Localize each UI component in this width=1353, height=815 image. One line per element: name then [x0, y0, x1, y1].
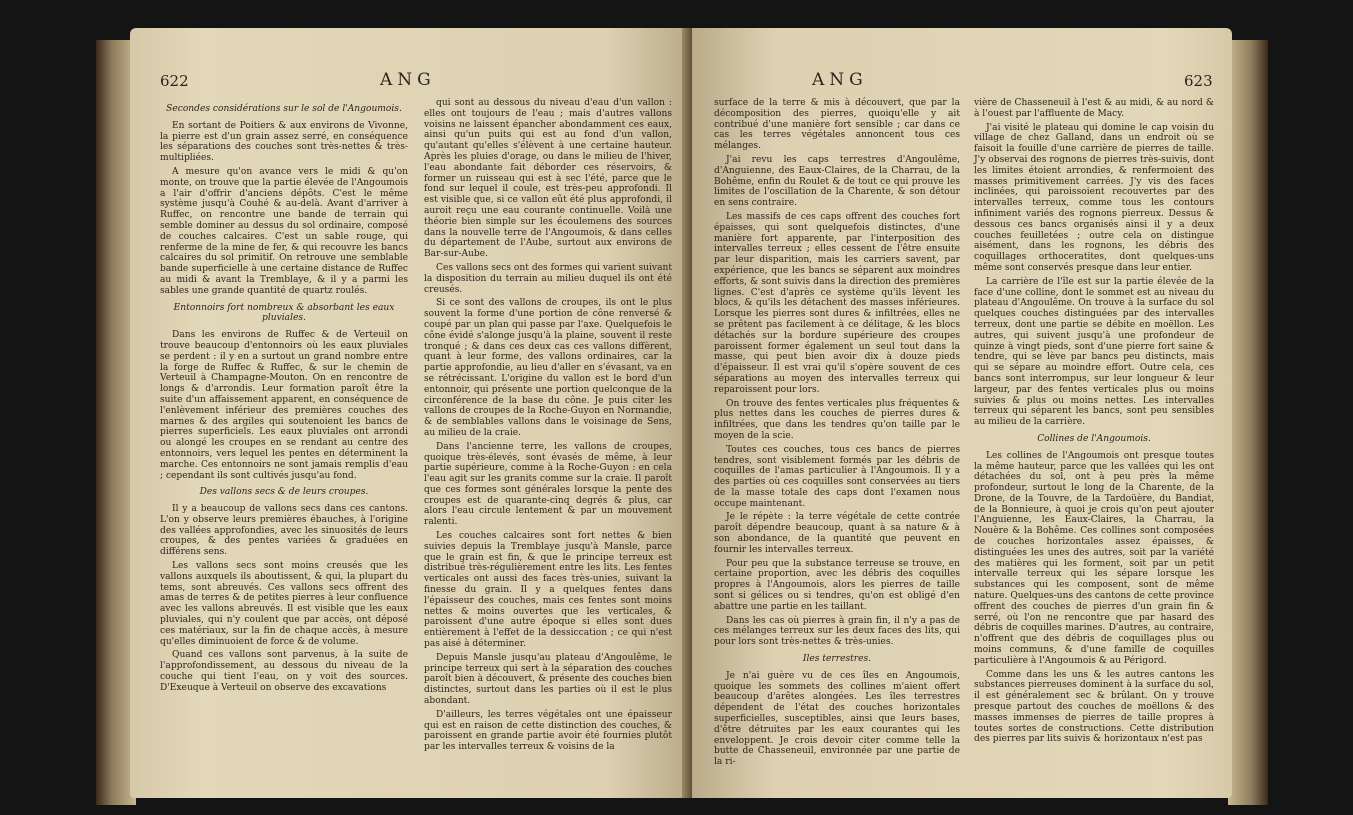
- paragraph: vière de Chasseneuil à l'est & au midi, & au nord & à l'ouest par l'affluente de Macy.: [974, 98, 1214, 119]
- running-head-right: ANG: [812, 70, 868, 90]
- left-page: [130, 28, 690, 798]
- paragraph: Je n'ai guère vu de ces îles en Angoumois, quoique les sommets des collines m'aient offert beaucoup d'arêtes alongées. Les îles terrestres dépendent de l'état des couches horizontales superficielles, susceptibles, ainsi que leurs bases, d'être détruites par les eaux courantes qui les enveloppent. Je crois devoir citer comme telle la butte de Chasseneuil, environnée par une partie de la ri-: [714, 670, 960, 768]
- paragraph: Dans l'ancienne terre, les vallons de croupes, quoique très-élevés, sont évasés de même, à leur partie supérieure, comme à la Roche-Guyon : en cela l'eau agit sur les granits comme sur la craie. Il paroît que ces formes sont générales lorsque la pente des croupes est de quarante-cinq degrés & plus, car alors l'eau circule lentement & par un mouvement ralenti.: [424, 441, 672, 528]
- paragraph: Toutes ces couches, tous ces bancs de pierres tendres, sont visiblement formés par les débris de coquilles de l'amas particulier à l'Angoumois. Il y a des parties où ces coquilles sont conservées au tiers de la masse totale des caps dont l'examen nous occupe maintenant.: [714, 444, 960, 509]
- paragraph: La carrière de l'île est sur la partie élevée de la face d'une colline, dont le sommet est au niveau du plateau d'Angoulême. On trouve à la surface du sol quelques couches distinguées par des intervalles terreux, dont une partie se débite en moëllon. Les autres, qui suivent jusqu'à une profondeur de quinze à vingt pieds, sont d'une pierre fort saine & tendre, qui se lève par bancs peu distincts, mais qui se sépare au moindre effort. Outre cela, ces bancs sont interrompus, sur leur longueur & leur largeur, par des fentes verticales plus ou moins suivies & plus ou moins nettes. Les intervalles terreux qui séparent les bancs, sont peu sensibles au milieu de la carrière.: [974, 276, 1214, 428]
- paragraph: Les massifs de ces caps offrent des couches fort épaisses, qui sont quelquefois distinctes, d'une manière fort apparente, par l'interposition des intervalles terreux ; elles cessent de l'être ensuite par leur disparition, mais les carriers savent, par expérience, que les bancs se séparent aux moindres efforts, & sont suivis dans la direction des premières lignes. C'est d'après ce système qu'ils lèvent les blocs, & qu'ils les détachent des masses inférieures. Lorsque les pierres sont dures & infiltrées, elles ne se prêtent pas facilement à ce délitage, & les blocs détachés sur la bordure supérieure des croupes paroissent former également un seul tout dans la masse, qui peut bien avoir dix à douze pieds d'épaisseur. Il est vrai qu'il s'opère souvent de ces séparations au moyen des intervalles terreux qui reparoissent pour lors.: [714, 211, 960, 395]
- section-heading: Secondes considérations sur le sol de l'Angoumois.: [166, 104, 402, 114]
- paragraph: surface de la terre & mis à découvert, que par la décomposition des pierres, quoiqu'elle y ait contribué d'une manière fort sensible ; car dans ce cas les terres végétales annoncent tous ces mélanges.: [714, 98, 960, 152]
- paragraph: Les collines de l'Angoumois ont presque toutes la même hauteur, parce que les vallées qui les ont détachées du sol, ont à peu près la même profondeur, surtout le long de la Charente, de la Drone, de la Touvre, de la Tardoüère, du Bandiat, de la Bonnieure, à quoi je crois qu'on peut ajouter l'Anguienne, les Eaux-Claires, la Charrau, la Nouère & la Bohême. Ces collines sont composées de couches horizontales assez épaisses, & distinguées les unes des autres, soit par la variété des matières qui les forment, soit par un petit intervalle terreux qui les sépare lorsque les substances qui les composent, sont de même nature. Quelques-uns des cantons de cette province offrent des couches de pierres d'un grain fin & serré, où l'on ne rencontre que par hasard des débris de coquilles marines. D'autres, au contraire, n'offrent que des débris de coquillages plus ou moins communs, & d'une famille de coquilles particulière à l'Angoumois & au Périgord.: [974, 450, 1214, 666]
- paragraph: Dans les environs de Ruffec & de Verteuil on trouve beaucoup d'entonnoirs où les eaux pluviales se perdent : il y en a surtout un grand nombre entre la forge de Ruffec & Ruffec, & sur le chemin de Verteuil à Champagne-Mouton. On en rencontre de longs & d'arrondis. Leur formation paroît être la suite d'un affaissement apparent, en conséquence de l'enlèvement inférieur des premières couches des marnes & des argiles qui soutenoient les bancs de pierres superficiels. Les eaux pluviales ont arrondi ou alongé les croupes en se rendant au centre des entonnoirs, vers lequel les pentes en déterminent la marche. Ces entonnoirs ne sont jamais remplis d'eau ; cependant ils sont cultivés jusqu'au fond.: [160, 330, 408, 481]
- running-head-left: ANG: [380, 70, 436, 90]
- paragraph: On trouve des fentes verticales plus fréquentes & plus nettes dans les couches de pierres dures & infiltrées, que dans les tendres qu'on taille par le moyen de la scie.: [714, 398, 960, 441]
- right-page-edges: [1228, 40, 1268, 805]
- section-heading: Entonnoirs fort nombreux & absorbant les eaux pluviales.: [173, 302, 395, 324]
- paragraph: Comme dans les uns & les autres cantons les substances pierreuses dominent à la surface du sol, il est généralement sec & brûlant. On y trouve presque partout des couches de moëllons & des masses immenses de pierres de taille propres à toutes sortes de constructions. Cette distribution des pierres par lits suivis & horizontaux n'est pas: [974, 669, 1214, 745]
- paragraph: Je le répète : la terre végétale de cette contrée paroît dépendre beaucoup, quant à sa nature & à son abondance, de la quantité que peuvent en fournir les intervalles terreux.: [714, 512, 960, 555]
- paragraph: Il y a beaucoup de vallons secs dans ces cantons. L'on y observe leurs premières ébauches, à l'origine des vallées approfondies, avec les sinuosités de leurs croupes, & des pentes variées & graduées en différens sens.: [160, 504, 408, 558]
- page-number-left: 622: [160, 72, 189, 90]
- left-column-1: [160, 98, 408, 697]
- paragraph: Pour peu que la substance terreuse se trouve, en certaine proportion, avec les débris des coquilles propres à l'Angoumois, alors les pierres de taille sont si gélices ou si tendres, qu'on est obligé d'en abattre une partie en les taillant.: [714, 558, 960, 612]
- paragraph: Dans les cas où pierres à grain fin, il n'y a pas de ces mélanges terreux sur les deux faces des lits, qui pour lors sont très-nettes & très-unies.: [714, 615, 960, 648]
- open-book: [96, 12, 1268, 805]
- paragraph: A mesure qu'on avance vers le midi & qu'on monte, on trouve que la partie élevée de l'Angoumois a l'air d'offrir d'anciens dépôts. C'est le même système jusqu'à Couhé & au-delà. Avant d'arriver à Ruffec, on rencontre une bande de terrain qui semble dominer au dessus du sol ordinaire, composé de couches calcaires. C'est un sable rouge, qui renferme de la mine de fer, & qui recouvre les bancs calcaires du sol primitif. On retrouve une semblable bande superficielle à une certaine distance de Ruffec au midi & avant la Tremblaye, & il y a parmi les sables une grande quantité de quartz roulés.: [160, 166, 408, 296]
- paragraph: Quand ces vallons sont parvenus, à la suite de l'approfondissement, au dessous du niveau de la couche qui tient l'eau, on y voit des sources. D'Exeuque à Verteuil on observe des excavations: [160, 650, 408, 693]
- section-heading: Iles terrestres.: [802, 654, 872, 665]
- paragraph: Les vallons secs sont moins creusés que les vallons auxquels ils aboutissent, & qui, la plupart du tems, sont abreuvés. Ces vallons secs offrent des amas de terres & de petites pierres à leur confluence avec les vallons abreuvés. Il est visible que les eaux pluviales, qui n'y coulent que par accès, ont déposé ces matériaux, sur la fin de chaque accès, à mesure qu'elles diminuoient de force & de volume.: [160, 561, 408, 647]
- paragraph: J'ai revu les caps terrestres d'Angoulême, d'Anguienne, des Eaux-Claires, de la Charrau, de la Bohême, enfin du Roulet & de tout ce qui prouve les limites de l'oscillation de la Charente, & son détour en sens contraire.: [714, 154, 960, 209]
- paragraph: J'ai visité le plateau qui domine le cap voisin du village de chez Galland, dans un endroit où se faisoit la fouille d'une carrière de pierres de taille. J'y observai des rognons de pierres très-suivis, dont les limites étoient arrondies, & renfermoient des masses primitivement carrées. J'y vis des faces inclinées, qui paroissoient recouvertes par des intervalles terreux, comme tous les contours infiniment variés des rognons pierreux. Dessus & dessous ces bancs organisés ainsi il y a deux couches feuilletées ; outre cela on distingue aisément, dans les rognons, les débris des coquillages orthoceratites, dont quelques-uns même sont conservés presque dans leur entier.: [974, 122, 1214, 273]
- paragraph: Les couches calcaires sont fort nettes & bien suivies depuis la Tremblaye jusqu'à Mansle, parce que le grain est fin, & que le principe terreux est distribué très-régulièrement entre les lits. Les fentes verticales ont aussi des faces très-unies, suivant la finesse du grain. Il y a quelques fentes dans l'épaisseur des couches, mais ces fentes sont moins nettes & moins ouvertes que les verticales, & paroissent d'une autre époque si elles sont dues entièrement à l'effet de la dessiccation ; ce qui n'est pas aisé à déterminer.: [424, 531, 672, 650]
- paragraph: qui sont au dessous du niveau d'eau d'un vallon : elles ont toujours de l'eau ; mais d'autres vallons voisins ne laissent épancher abondamment ces eaux, ainsi qu'un puits qui est au fond d'un vallon, qu'autant qu'elles s'élèvent à une certaine hauteur. Après les pluies d'orage, ou dans le milieu de l'hiver, l'eau abondante fait déborder ces réservoirs, & former un ruisseau qui est à sec l'été, parce que le fond sur lequel il coule, est très-peu approfondi. Il est visible que, si ce vallon eût été plus approfondi, il auroit reçu une eau courante continuelle. Voilà une théorie bien simple sur les écoulemens des sources dans la nouvelle terre de l'Angoumois, & dans celles du département de l'Aube, surtout aux environs de Bar-sur-Aube.: [424, 98, 672, 260]
- paragraph: Si ce sont des vallons de croupes, ils ont le plus souvent la forme d'une portion de cône renversé & coupé par un plan qui passe par l'axe. Quelquefois le cône évidé s'alonge jusqu'à la plaine, souvent il reste tronqué ; & dans ces deux cas ces vallons diffèrent, quant à leur forme, des vallons ordinaires, car la partie approfondie, au lieu d'aller en s'évasant, va en se rétrécissant. L'origine du vallon est le bord d'un entonnoir, qui présente une portion quelconque de la circonférence de la base du cône. Je puis citer les vallons de croupes de la Roche-Guyon en Normandie, & de semblables vallons dans le voisinage de Sens, au milieu de la craie.: [424, 298, 672, 438]
- paragraph: Ces vallons secs ont des formes qui varient suivant la disposition du terrain au milieu duquel ils ont été creusés.: [424, 262, 672, 295]
- section-heading: Collines de l'Angoumois.: [1037, 433, 1151, 444]
- right-column-2: [974, 98, 1214, 748]
- left-column-2: [424, 98, 672, 756]
- right-column-1: [714, 98, 960, 771]
- right-page: [692, 28, 1232, 798]
- paragraph: D'ailleurs, les terres végétales ont une épaisseur qui est en raison de cette distinction des couches, & paroissent en grande partie avoir été fournies plutôt par les intervalles terreux & voisins de la: [424, 709, 672, 753]
- paragraph: Depuis Mansle jusqu'au plateau d'Angoulême, le principe terreux qui sert à la séparation des couches paroît bien à découvert, & présente des couches bien distinctes, surtout dans les parties où il est le plus abondant.: [424, 652, 672, 707]
- section-heading: Des vallons secs & de leurs croupes.: [199, 487, 369, 498]
- page-number-right: 623: [1184, 72, 1213, 90]
- paragraph: En sortant de Poitiers & aux environs de Vivonne, la pierre est d'un grain assez serré, en conséquence les séparations des couches sont très-nettes & très-multipliées.: [160, 120, 408, 164]
